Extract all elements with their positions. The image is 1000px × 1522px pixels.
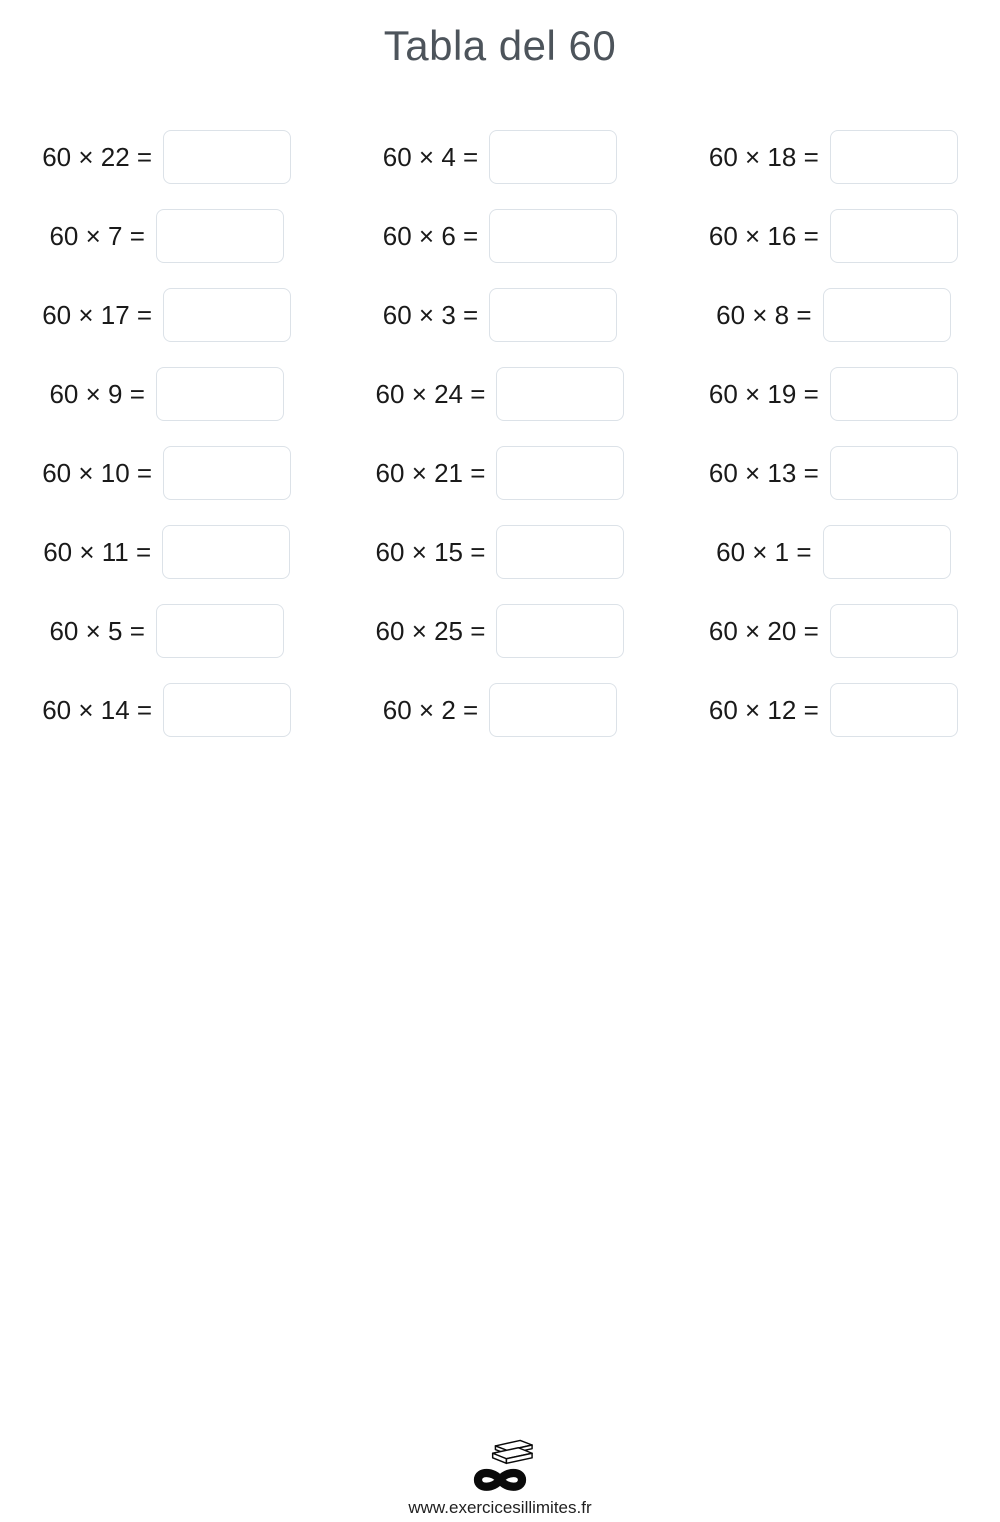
answer-input[interactable] [163, 130, 291, 184]
website-url: www.exercicesillimites.fr [408, 1498, 592, 1517]
problem-cell [333, 288, 666, 342]
infinity-books-logo [445, 1434, 555, 1500]
answer-input[interactable] [830, 130, 958, 184]
problems-grid [0, 130, 1000, 737]
answer-input[interactable] [830, 209, 958, 263]
problem-label: 60 × 24 = [375, 378, 486, 409]
problem-cell [0, 367, 333, 421]
answer-input[interactable] [489, 683, 617, 737]
answer-input[interactable] [823, 288, 951, 342]
problem-label: 60 × 11 = [43, 536, 152, 567]
problem-cell [0, 209, 333, 263]
problem-cell [667, 367, 1000, 421]
answer-input[interactable] [489, 209, 617, 263]
problem-label: 60 × 16 = [708, 220, 819, 251]
problem-label: 60 × 1 = [716, 536, 812, 567]
problem-cell [0, 446, 333, 500]
answer-input[interactable] [162, 525, 290, 579]
problem-label: 60 × 8 = [716, 299, 812, 330]
answer-input[interactable] [830, 683, 958, 737]
answer-input[interactable] [156, 604, 284, 658]
problem-cell [667, 683, 1000, 737]
problem-cell [333, 446, 666, 500]
problem-label: 60 × 25 = [375, 615, 486, 646]
answer-input[interactable] [830, 446, 958, 500]
problem-cell [667, 130, 1000, 184]
problem-label: 60 × 4 = [382, 141, 479, 172]
answer-input[interactable] [489, 288, 617, 342]
problem-label: 60 × 19 = [708, 378, 819, 409]
problem-label: 60 × 2 = [382, 694, 479, 725]
problem-label: 60 × 20 = [708, 615, 819, 646]
problem-label: 60 × 3 = [382, 299, 479, 330]
problem-cell [0, 525, 333, 579]
problem-cell [333, 130, 666, 184]
answer-input[interactable] [830, 604, 958, 658]
problem-label: 60 × 22 = [42, 141, 153, 172]
footer [0, 1434, 1000, 1518]
problem-cell [667, 288, 1000, 342]
problem-label: 60 × 15 = [375, 536, 486, 567]
problem-cell [0, 683, 333, 737]
problem-cell [333, 367, 666, 421]
answer-input[interactable] [496, 446, 624, 500]
answer-input[interactable] [163, 683, 291, 737]
problem-cell [667, 209, 1000, 263]
problem-label: 60 × 5 = [49, 615, 145, 646]
problem-cell [333, 683, 666, 737]
problem-label: 60 × 17 = [42, 299, 153, 330]
problem-cell [333, 525, 666, 579]
problem-cell [0, 288, 333, 342]
problem-label: 60 × 14 = [42, 694, 153, 725]
problem-label: 60 × 10 = [42, 457, 153, 488]
answer-input[interactable] [163, 288, 291, 342]
problem-cell [333, 604, 666, 658]
answer-input[interactable] [496, 367, 624, 421]
answer-input[interactable] [830, 367, 958, 421]
problem-label: 60 × 21 = [375, 457, 486, 488]
problem-cell [667, 525, 1000, 579]
problem-label: 60 × 13 = [708, 457, 819, 488]
answer-input[interactable] [496, 604, 624, 658]
answer-input[interactable] [163, 446, 291, 500]
answer-input[interactable] [156, 209, 284, 263]
problem-label: 60 × 6 = [382, 220, 479, 251]
problem-label: 60 × 18 = [708, 141, 819, 172]
problem-cell [667, 446, 1000, 500]
problem-cell [0, 130, 333, 184]
problem-cell [333, 209, 666, 263]
problem-label: 60 × 9 = [49, 378, 145, 409]
problem-cell [0, 604, 333, 658]
problem-label: 60 × 12 = [708, 694, 819, 725]
problem-cell [667, 604, 1000, 658]
answer-input[interactable] [156, 367, 284, 421]
page-title: Tabla del 60 [383, 22, 617, 69]
answer-input[interactable] [496, 525, 624, 579]
problem-label: 60 × 7 = [49, 220, 145, 251]
answer-input[interactable] [489, 130, 617, 184]
answer-input[interactable] [823, 525, 951, 579]
